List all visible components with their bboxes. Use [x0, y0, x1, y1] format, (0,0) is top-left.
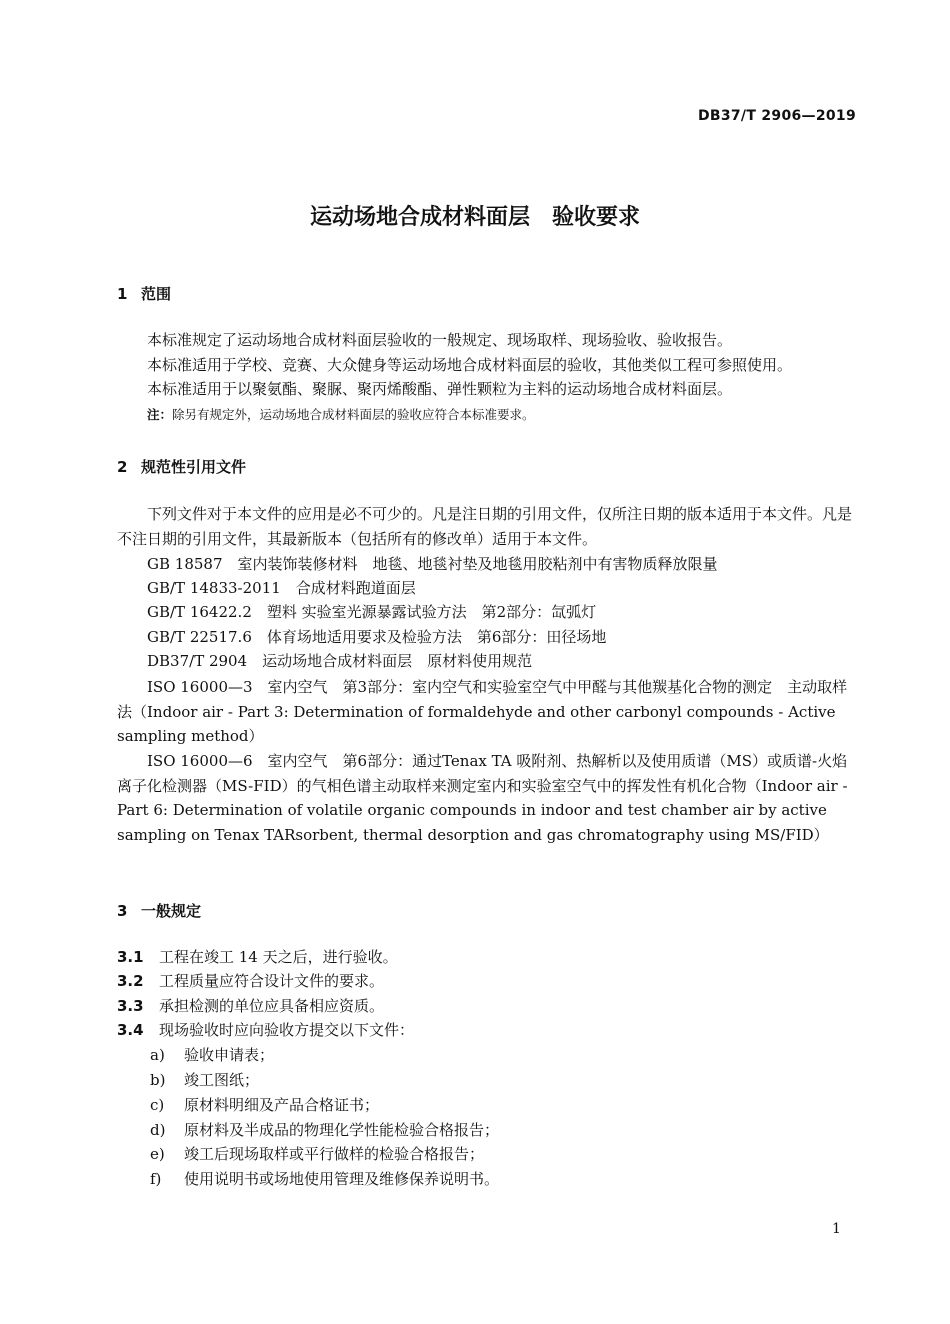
list-text: 竣工图纸； [184, 1071, 260, 1089]
list-label: e) [150, 1145, 165, 1163]
reference-item: ISO 16000—3 室内空气 第3部分：室内空气和实验室空气中甲醛与其他羰基化合物的测定 主动取样法（Indoor air - Part 3: Determination of formaldehyde and other carbonyl compounds - Active sampling method） [117, 678, 848, 745]
note [147, 405, 535, 423]
clause-text: 工程质量应符合设计文件的要求。 [159, 972, 385, 990]
list-label: f) [150, 1170, 162, 1188]
clause-text: 承担检测的单位应具备相应资质。 [159, 997, 385, 1015]
clause [117, 1019, 414, 1040]
page-number: 1 [832, 1221, 841, 1237]
clause [117, 995, 384, 1016]
list-text: 竣工后现场取样或平行做样的检验合格报告； [184, 1145, 485, 1163]
paragraph: 本标准适用于以聚氨酯、聚脲、聚丙烯酸酯、弹性颗粒为主料的运动场地合成材料面层。 [147, 380, 733, 398]
reference-item: GB/T 22517.6 体育场地适用要求及检验方法 第6部分：田径场地 [147, 628, 607, 646]
section-3-heading [117, 900, 201, 921]
clause [117, 970, 384, 991]
list-label: d) [150, 1121, 166, 1139]
clause-text: 现场验收时应向验收方提交以下文件： [159, 1021, 415, 1039]
list-item [150, 1168, 499, 1189]
list-text: 使用说明书或场地使用管理及维修保养说明书。 [184, 1170, 500, 1188]
section-number: 3 [117, 902, 128, 920]
clause-number: 3.4 [117, 1021, 144, 1039]
section-title: 规范性引用文件 [141, 458, 247, 476]
list-item [150, 1143, 484, 1164]
list-label: a) [150, 1046, 165, 1064]
paragraph: 本标准规定了运动场地合成材料面层验收的一般规定、现场取样、现场验收、验收报告。 [147, 331, 733, 349]
list-item [150, 1094, 379, 1115]
document-title: 运动场地合成材料面层 验收要求 [309, 205, 640, 230]
section-2-heading [117, 456, 246, 477]
paragraph: 本标准适用于学校、竞赛、大众健身等运动场地合成材料面层的验收，其他类似工程可参照使用。 [147, 356, 793, 374]
note-label: 注： [147, 407, 173, 422]
list-label: c) [150, 1096, 165, 1114]
section-number: 2 [117, 458, 128, 476]
list-item [150, 1069, 259, 1090]
clause-number: 3.1 [117, 948, 144, 966]
section-title: 一般规定 [141, 902, 202, 920]
list-text: 验收申请表； [184, 1046, 275, 1064]
clause-number: 3.3 [117, 997, 144, 1015]
clause [117, 946, 398, 967]
list-label: b) [150, 1071, 166, 1089]
list-text: 原材料及半成品的物理化学性能检验合格报告； [184, 1121, 500, 1139]
list-text: 原材料明细及产品合格证书； [184, 1096, 380, 1114]
section-number: 1 [117, 285, 128, 303]
note-text: 除另有规定外，运动场地合成材料面层的验收应符合本标准要求。 [172, 407, 535, 422]
section-1-heading [117, 283, 171, 304]
reference-item: GB/T 16422.2 塑料 实验室光源暴露试验方法 第2部分：氙弧灯 [147, 603, 597, 621]
reference-item: ISO 16000—6 室内空气 第6部分：通过Tenax TA 吸附剂、热解析以及使用质谱（MS）或质谱-火焰离子化检测器（MS-FID）的气相色谱主动取样来测定室内和实验室空气中的挥发性有机化合物（Indoor air - Part 6: Determination of volatile organic compounds in indoor and test chamber air by active sampling on Tenax TARsorbent, thermal desorption and gas chromatography using MS/FID） [117, 752, 848, 844]
clause-number: 3.2 [117, 972, 144, 990]
list-item [150, 1044, 274, 1065]
reference-item: DB37/T 2904 运动场地合成材料面层 原材料使用规范 [147, 652, 533, 670]
list-item [150, 1119, 499, 1140]
reference-item: GB 18587 室内装饰装修材料 地毯、地毯衬垫及地毯用胶粘剂中有害物质释放限量 [147, 555, 718, 573]
paragraph: 下列文件对于本文件的应用是必不可少的。凡是注日期的引用文件，仅所注日期的版本适用于本文件。凡是不注日期的引用文件，其最新版本（包括所有的修改单）适用于本文件。 [117, 505, 853, 548]
clause-text: 工程在竣工 14 天之后，进行验收。 [159, 948, 398, 966]
reference-item: GB/T 14833-2011 合成材料跑道面层 [147, 579, 416, 597]
standard-code: DB37/T 2906—2019 [697, 108, 856, 124]
section-title: 范围 [141, 285, 172, 303]
